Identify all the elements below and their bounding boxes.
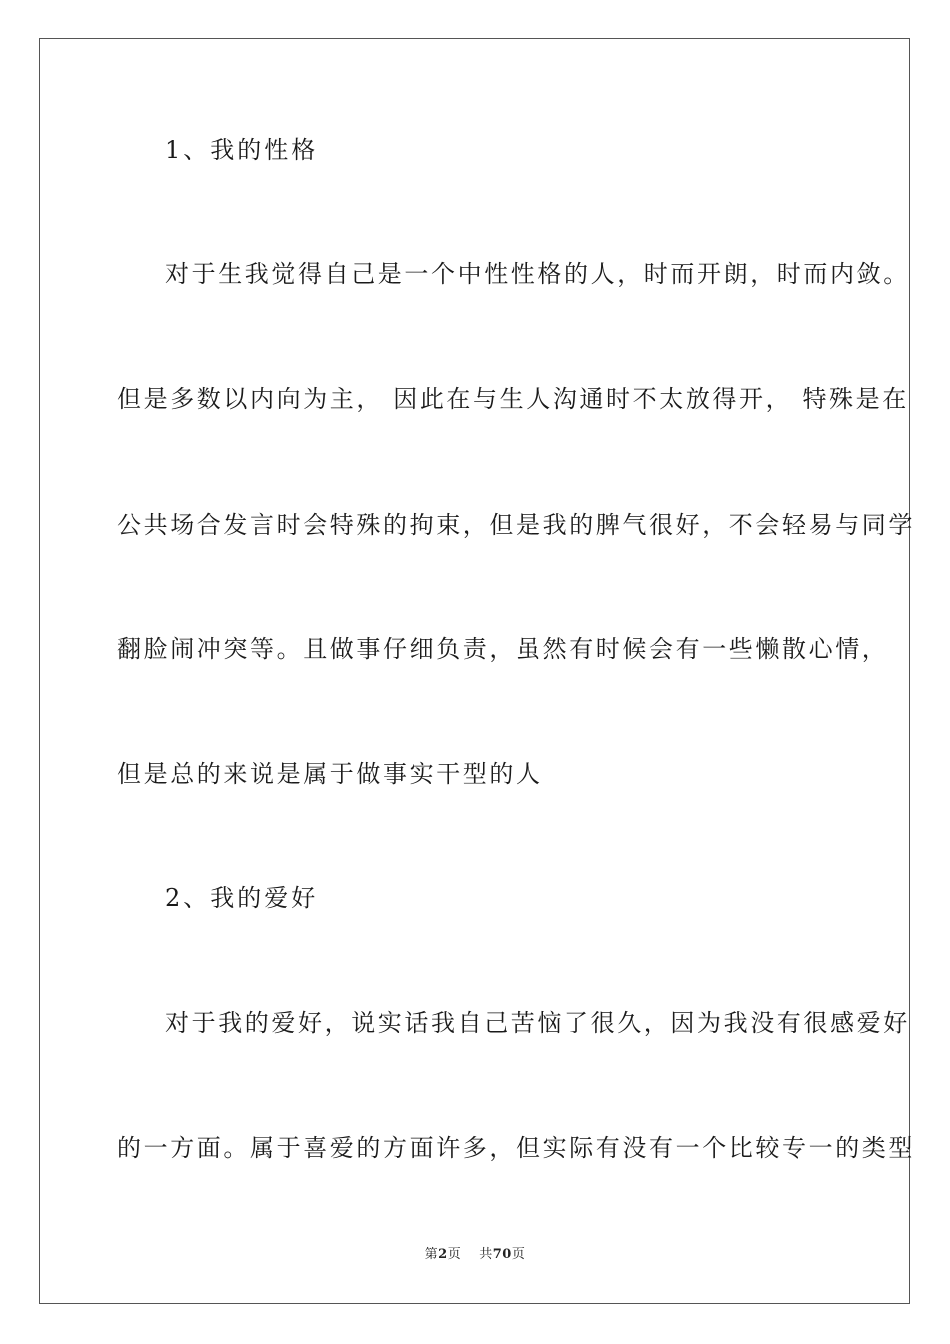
page-footer xyxy=(0,1246,950,1264)
total-prefix: 共 xyxy=(479,1247,493,1262)
paragraph-line: 但是总的来说是属于做事实干型的人 xyxy=(117,760,543,788)
paragraph-line: 公共场合发言时会特殊的拘束，但是我的脾气很好，不会轻易与同学 xyxy=(117,511,915,539)
paragraph-line: 的一方面。属于喜爱的方面许多，但实际有没有一个比较专一的类型 xyxy=(117,1134,915,1162)
section-heading-personality: 1、我的性格 xyxy=(165,136,319,164)
paragraph-line: 翻脸闹冲突等。且做事仔细负责，虽然有时候会有一些懒散心情， xyxy=(117,635,889,663)
section-heading-hobbies: 2、我的爱好 xyxy=(165,884,319,912)
page-number: 2 xyxy=(438,1247,448,1262)
paragraph-line: 对于我的爱好，说实话我自己苦恼了很久，因为我没有很感爱好 xyxy=(165,1009,910,1037)
total-pages: 70 xyxy=(492,1247,512,1262)
page-suffix: 页 xyxy=(447,1247,462,1262)
total-suffix: 页 xyxy=(511,1247,526,1262)
paragraph-line: 但是多数以内向为主， 因此在与生人沟通时不太放得开， 特殊是在 xyxy=(117,385,909,413)
page-frame xyxy=(39,38,915,1304)
page-prefix: 第 xyxy=(424,1247,439,1262)
paragraph-line: 对于生我觉得自己是一个中性性格的人，时而开朗，时而内敛。 xyxy=(165,260,910,288)
